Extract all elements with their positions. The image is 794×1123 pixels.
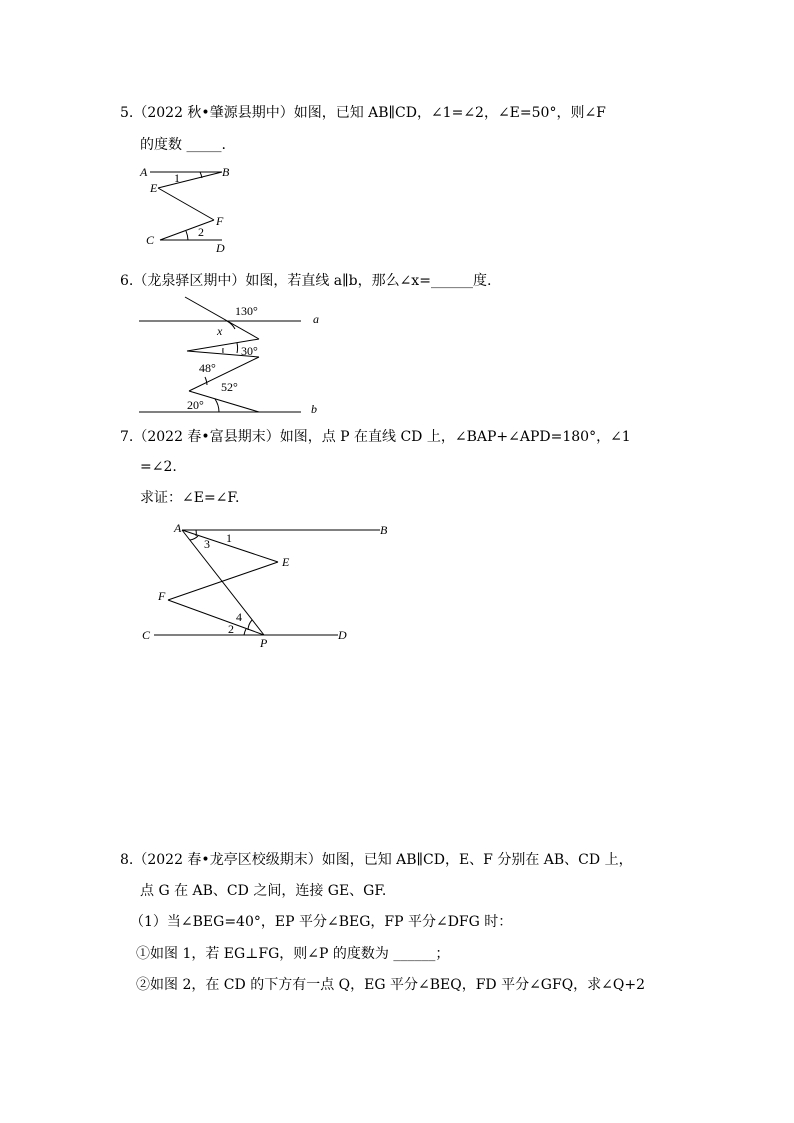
problem-7-line-2: =∠2. (140, 459, 177, 475)
problem-6-figure (135, 293, 335, 418)
problem-5-line-2: 的度数 _____. (140, 137, 226, 153)
label-F: F (158, 589, 166, 603)
label-C: C (142, 628, 151, 642)
label-48: 48° (199, 361, 216, 375)
label-B: B (222, 165, 230, 179)
label-B: B (380, 523, 388, 537)
label-A: A (174, 521, 182, 535)
label-2: 2 (228, 622, 234, 636)
label-D: D (338, 628, 347, 642)
label-130: 130° (235, 304, 258, 318)
problem-8-line-4: ①如图 1，若 EG⊥FG，则∠P 的度数为 ______； (136, 946, 450, 962)
label-2: 2 (198, 225, 204, 239)
label-E: E (150, 181, 158, 195)
problem-8-line-3: （1）当∠BEG=40°，EP 平分∠BEG，FP 平分∠DFG 时： (130, 914, 513, 930)
label-3: 3 (204, 537, 210, 551)
problem-7-figure (140, 518, 400, 648)
problem-7-line-3: 求证：∠E=∠F. (140, 490, 240, 506)
problem-8-line-5: ②如图 2，在 CD 的下方有一点 Q，EG 平分∠BEQ，FD 平分∠GFQ，求∠Q+2 (136, 977, 646, 993)
label-20: 20° (187, 398, 204, 412)
label-1: 1 (226, 531, 232, 545)
label-a: a (313, 312, 319, 326)
label-x: x (217, 324, 223, 338)
label-1: 1 (174, 171, 180, 185)
label-F: F (216, 214, 224, 228)
label-52: 52° (221, 380, 238, 394)
label-A: A (140, 165, 148, 179)
label-4: 4 (236, 610, 242, 624)
problem-7-line-1: 7.（2022 春•富县期末）如图，点 P 在直线 CD 上，∠BAP+∠APD=180°，∠1 (120, 429, 631, 445)
label-D: D (216, 241, 225, 255)
problem-8-line-1: 8.（2022 春•龙亭区校级期末）如图，已知 AB∥CD，E、F 分别在 AB、CD 上， (120, 852, 633, 868)
label-P: P (260, 636, 268, 648)
problem-5-line-1: 5.（2022 秋•肇源县期中）如图，已知 AB∥CD，∠1=∠2，∠E=50°，则∠F (120, 105, 606, 121)
label-b: b (311, 402, 317, 416)
problem-8-line-2: 点 G 在 AB、CD 之间，连接 GE、GF. (140, 883, 387, 899)
label-C: C (146, 233, 155, 247)
problem-6-line-1: 6.（龙泉驿区期中）如图，若直线 a∥b，那么∠x=______度. (120, 273, 492, 289)
label-E: E (282, 555, 290, 569)
problem-5-figure (130, 158, 250, 258)
label-30: 30° (241, 344, 258, 358)
